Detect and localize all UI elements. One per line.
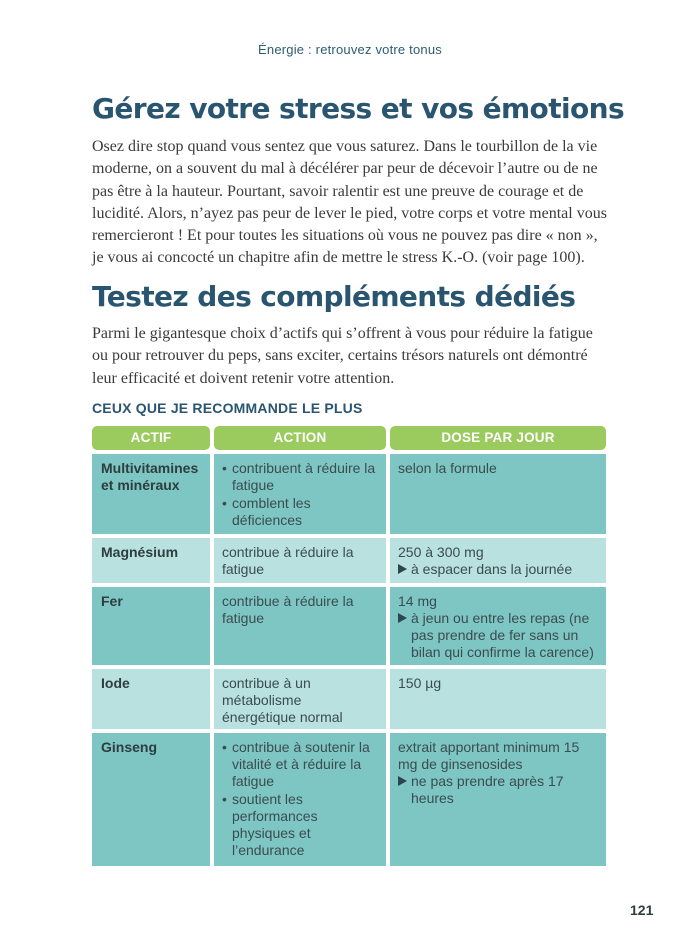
action-item: • soutient les performances physiques et l’endurance xyxy=(222,791,378,859)
table-row xyxy=(92,454,606,534)
dose-value: 14 mg xyxy=(398,593,437,609)
row-actif: Fer xyxy=(92,587,210,665)
row-action xyxy=(214,454,386,534)
row-actif: Iode xyxy=(92,669,210,729)
section-body-stress: Osez dire stop quand vous sentez que vous saturez. Dans le tourbillon de la vie moderne, on a souvent du mal à décélérer par peur de décevoir l’autre ou de ne pas être à la hauteur. Pourtant, savoir ralentir est une preuve de courage et de lucidité. Alors, n’ayez pas peur de lever le pied, votre corps et votre mental vous remercieront ! Et pour toutes les situations où vous ne pouvez pas dire « non », je vous ai concocté un chapitre afin de mettre le stress K.-O. (voir page 100). xyxy=(92,138,607,267)
row-action xyxy=(214,733,386,866)
triangle-right-icon xyxy=(398,561,598,578)
dose-note: à espacer dans la journée xyxy=(411,561,573,577)
action-item: • comblent les déficiences xyxy=(222,495,378,529)
row-dose xyxy=(390,538,606,583)
table-title: CEUX QUE JE RECOMMANDE LE PLUS xyxy=(92,400,363,416)
row-dose: 150 µg xyxy=(390,669,606,729)
triangle-right-icon xyxy=(398,773,598,807)
section-body-complements: Parmi le gigantesque choix d’actifs qui s’offrent à vous pour réduire la fatigue ou pour retrouver du peps, sans exciter, certains trésors naturels ont démontré leur efficacité et doivent retenir votre attention. xyxy=(92,325,593,387)
row-dose xyxy=(390,733,606,866)
row-actif: Ginseng xyxy=(92,733,210,866)
column-header-actif: ACTIF xyxy=(92,426,210,450)
action-item: • contribue à soutenir la vitalité et à réduire la fatigue xyxy=(222,739,378,790)
row-action: contribue à réduire la fatigue xyxy=(214,587,386,665)
row-dose: selon la formule xyxy=(390,454,606,534)
page-number: 121 xyxy=(630,902,654,918)
dose-note: ne pas prendre après 17 heures xyxy=(411,773,564,806)
row-dose xyxy=(390,587,606,665)
running-head: Énergie : retrouvez votre tonus xyxy=(258,42,442,57)
table-row xyxy=(92,538,606,583)
row-action: contribue à réduire la fatigue xyxy=(214,538,386,583)
row-actif: Multivitamines et minéraux xyxy=(92,454,210,534)
row-action: contribue à un métabolisme énergétique normal xyxy=(214,669,386,729)
dose-note: à jeun ou entre les repas (ne pas prendre de fer sans un bilan qui confirme la carence) xyxy=(411,610,594,660)
action-item: • contribuent à réduire la fatigue xyxy=(222,460,378,494)
column-header-action: ACTION xyxy=(214,426,386,450)
dose-value: extrait apportant minimum 15 mg de ginsenosides xyxy=(398,739,580,772)
section-title-stress: Gérez votre stress et vos émotions xyxy=(92,92,625,125)
section-title-complements: Testez des compléments dédiés xyxy=(92,280,576,313)
table-row xyxy=(92,733,606,866)
triangle-right-icon xyxy=(398,610,598,661)
table-row xyxy=(92,669,606,729)
column-header-dose: DOSE PAR JOUR xyxy=(390,426,606,450)
dose-value: 250 à 300 mg xyxy=(398,544,484,560)
table-row xyxy=(92,587,606,665)
row-actif: Magnésium xyxy=(92,538,210,583)
